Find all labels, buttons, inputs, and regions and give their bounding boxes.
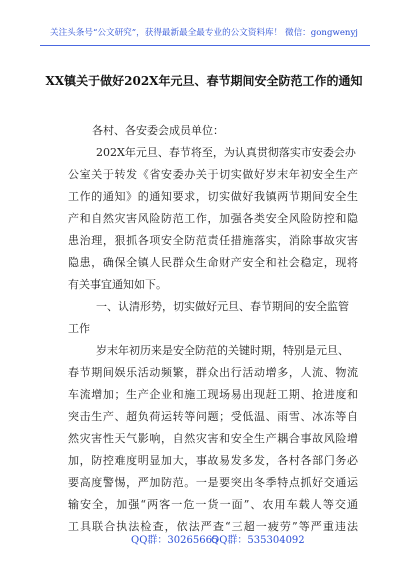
body-line: 工作的通知》的通知要求，切实做好我镇两节期间安全生 <box>68 190 358 203</box>
header-divider <box>40 45 370 46</box>
body-line: 春节期间娱乐活动频繁，群众出行活动增多，人流、物流 <box>68 366 358 379</box>
body-line: 有关事宜通知如下。 <box>68 278 167 291</box>
body-line: 岁末年初历来是安全防范的关键时期，特别是元旦、 <box>96 344 349 357</box>
body-line: 202X年元旦、春节将至，为认真贯彻落实市安委会办 <box>96 146 356 159</box>
body-line: 要高度警惕，严加防范。一是要突出冬季特点抓好交通运 <box>68 476 358 489</box>
footer-qq-group-2: QQ群：535304092 <box>211 535 305 546</box>
body-line: 车流增加；生产企业和施工现场易出现赶工期、抢进度和 <box>68 388 358 401</box>
body-line: 工具联合执法检查，依法严查“三超一疲劳”等严重违法 <box>68 520 358 533</box>
body-line: 输安全，加强“两客一危一货一面”、农用车载人等交通 <box>68 498 358 511</box>
section-heading: 一、认清形势，切实做好元旦、春节期间的安全监管 <box>96 300 349 313</box>
body-line: 产和自然灾害风险防范工作，加强各类安全风险防控和隐 <box>68 212 358 225</box>
body-line: 隐患，确保全镇人民群众生命财产安全和社会稳定，现将 <box>68 256 358 269</box>
body-line: 然灾害性天气影响，自然灾害和安全生产耦合事故风险增 <box>68 432 358 445</box>
body-line: 患治理，狠抓各项安全防范责任措施落实，消除事故灾害 <box>68 234 358 247</box>
body-line: 突击生产、超负荷运转等问题；受低温、雨雪、冰冻等自 <box>68 410 358 423</box>
salutation: 各村、各安委会成员单位： <box>92 124 224 137</box>
section-heading: 工作 <box>68 322 90 335</box>
body-line: 公室关于转发《省安委办关于切实做好岁末年初安全生产 <box>68 168 358 181</box>
document-title: XX镇关于做好202X年元旦、春节期间安全防范工作的通知 <box>45 74 363 88</box>
header-banner: 关注头条号“公文研究”，获得最新最全最专业的公文资料库！ 微信：gongwenyj <box>50 28 358 38</box>
body-line: 加，防控难度明显加大，事故易发多发，各村各部门务必 <box>68 454 358 467</box>
footer-qq-group-1: QQ群：30265665 <box>131 535 219 546</box>
